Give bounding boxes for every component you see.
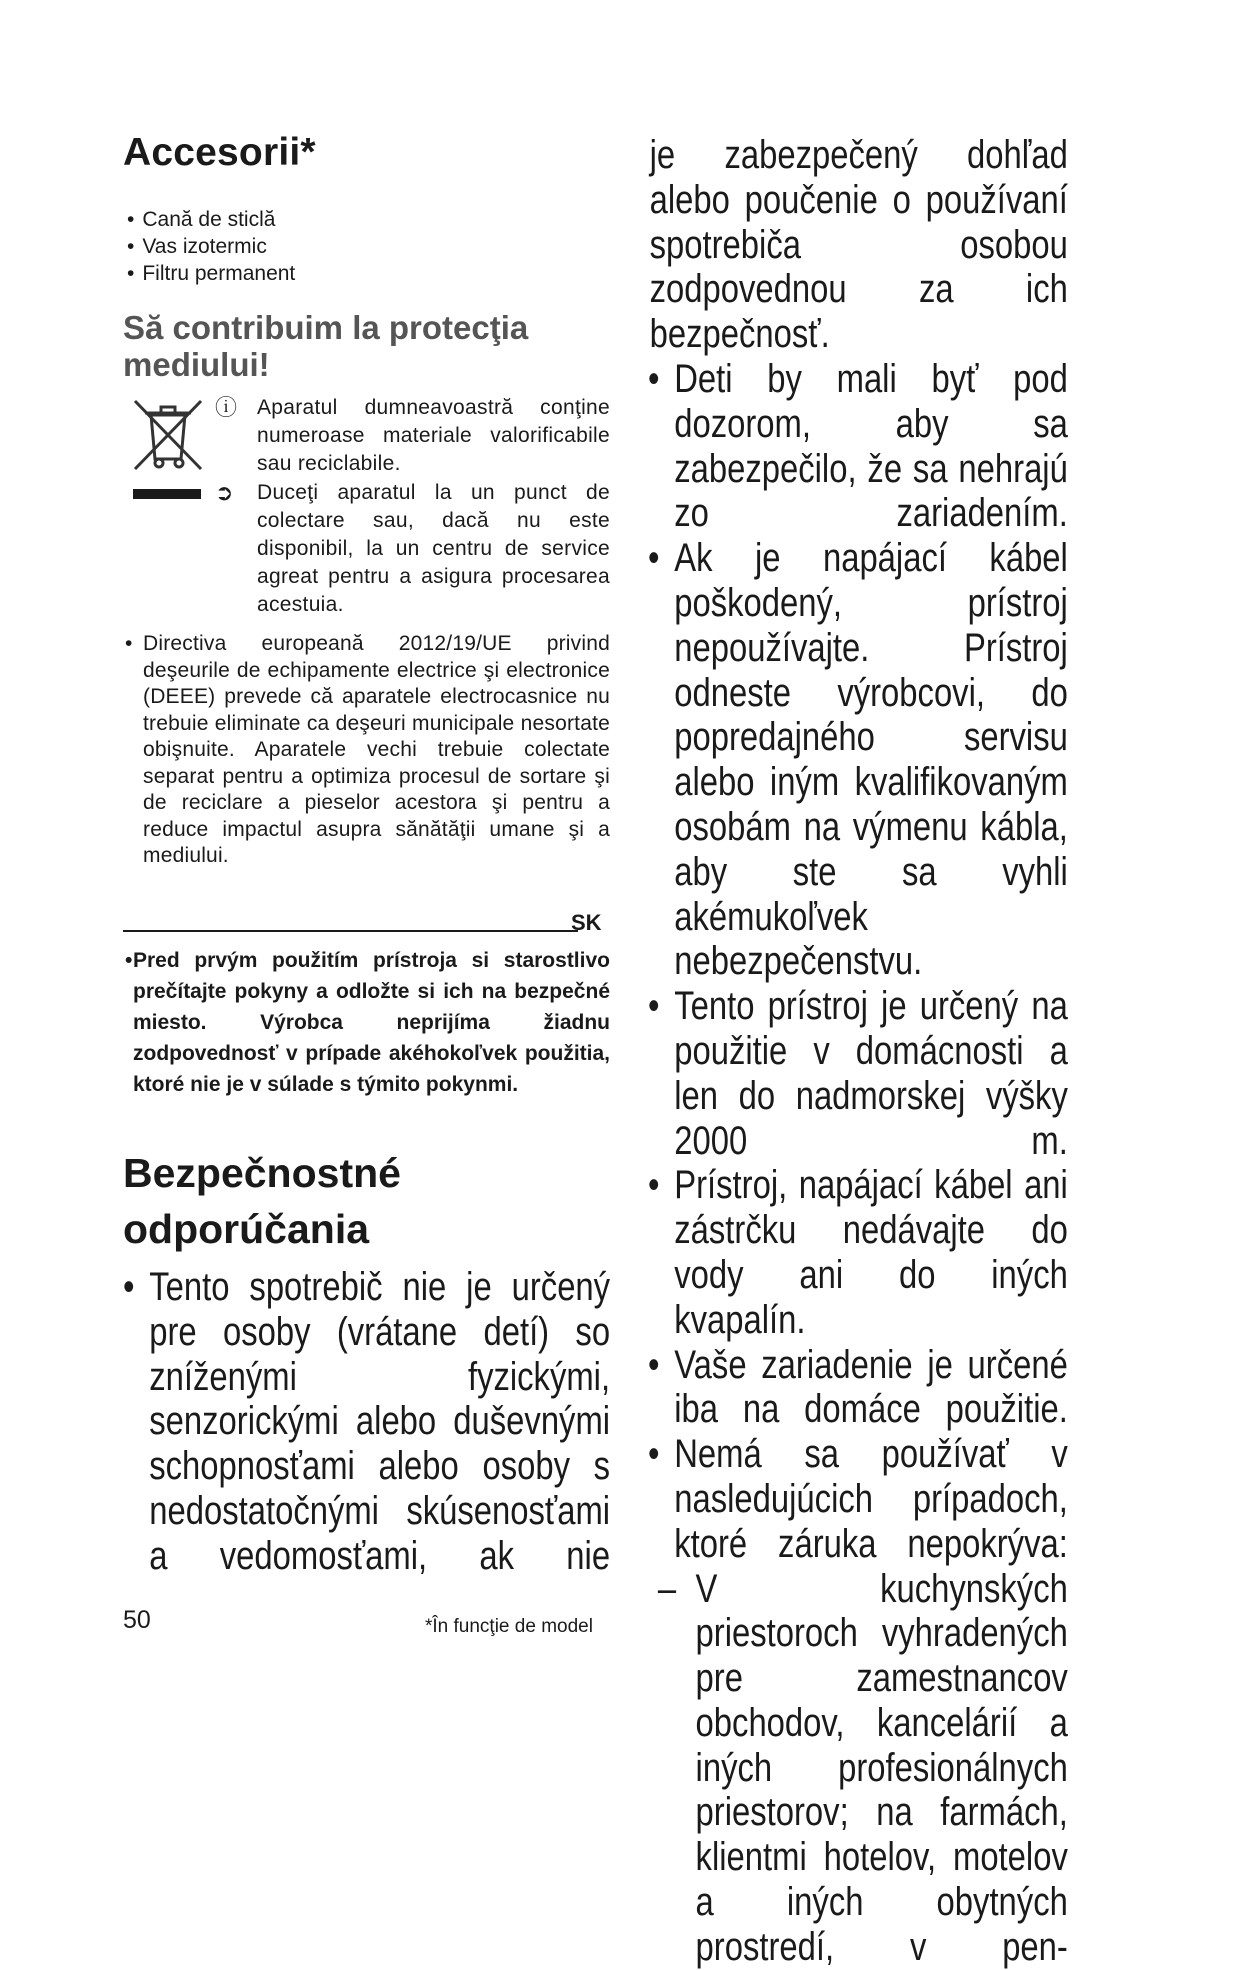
safety-list [123, 1265, 610, 1579]
accessories-title: Accesorii* [123, 131, 316, 174]
list-item: • Vaše zariadenie je určené iba na domáce použitie. [648, 1342, 1068, 1432]
warning-paragraph: • Pred prvým použitím prístroja si starostlivo prečítajte pokyny a odložte si ich na bezpečné miesto. Výrobca neprijíma žiadnu zodpovednosť v prípade akéhokoľvek použitia, ktoré nie je v súlade s týmito pokynmi. [125, 949, 610, 1096]
info-paragraph: ⓘ Aparatul dumneavoastră conţine numeroase materiale valorificabile sau reciclabile. [215, 395, 610, 475]
info-paragraph: ➲ Duceţi aparatul la un punct de colectare sau, dacă nu este disponibil, la un centru de service agreat pentru a asigura procesarea acestuia. [215, 480, 610, 616]
section-divider [123, 930, 578, 932]
list-item: • Nemá sa používať v nasledujúcich prípadoch, ktoré záruka nepokrýva: [648, 1432, 1068, 1566]
list-subitem: – V kuchynských priestoroch vyhradených pre zamestnancov obchodov, kancelárií a iných profesionálnych priestorov; na farmách, klientmi hotelov, motelov a iných obytných prostredí, v pen- [657, 1566, 1068, 1969]
list-item: • Vas izotermic [127, 233, 295, 260]
accessories-list [127, 206, 295, 287]
directive-paragraph: • Directiva europeană 2012/19/UE privind deşeurile de echipamente electrice şi electronice (DEEE) prevede că aparatele electrocasnice nu trebuie eliminate ca deşeuri municipale nesortate obişnuite. Aparatele vechi trebuie colectate separat pentru a optimiza procesul de sortare şi de reciclare a pieselor acestora şi pentru a reduce impactul asupra sănătăţii umane şi a mediului. [125, 632, 610, 867]
footnote: *În funcţie de model [425, 1616, 593, 1637]
list-item: • Filtru permanent [127, 260, 295, 287]
list-item: • Tento spotrebič nie je určený pre osoby (vrátane detí) so zníženými fyzickými, senzorickými alebo duševnými schopnosťami alebo osoby s nedostatočnými skúsenosťami a vedomosťami, ak nie [123, 1265, 611, 1578]
safety-list-continued [648, 133, 1068, 1970]
info-block [215, 394, 610, 619]
page-number: 50 [123, 1606, 151, 1634]
list-item: • Prístroj, napájací kábel ani zástrčku nedávajte do vody ani do iných kvapalín. [648, 1163, 1068, 1342]
list-item: • Cană de sticlă [127, 206, 295, 233]
list-item: • Tento prístroj je určený na použitie v domácnosti a len do nadmorskej výšky 2000 m. [648, 984, 1068, 1163]
info-circle-icon: ⓘ [215, 395, 238, 420]
environment-title: Să contribuim la protecţia mediului! [123, 309, 529, 383]
arrow-right-icon: ➲ [215, 480, 234, 505]
list-item: • Deti by mali byť pod dozorom, aby sa zabezpečilo, že sa nehrajú zo zariadením. [648, 356, 1068, 536]
crossed-bin-icon [127, 393, 207, 513]
list-item: je zabezpečený dohľad alebo poučenie o používaní spotrebiča osobou zodpovednou za ich bezpečnosť. [649, 133, 1068, 357]
language-code: SK [571, 910, 602, 935]
list-item: • Ak je napájací kábel poškodený, prístroj nepoužívajte. Prístroj odneste výrobcovi, do popredajného servisu alebo iným kvalifikovaným osobám na výmenu kábla, aby ste sa vyhli akémukoľvek nebezpečenstvu. [648, 536, 1068, 984]
safety-title: Bezpečnostné odporúčania [123, 1150, 401, 1252]
